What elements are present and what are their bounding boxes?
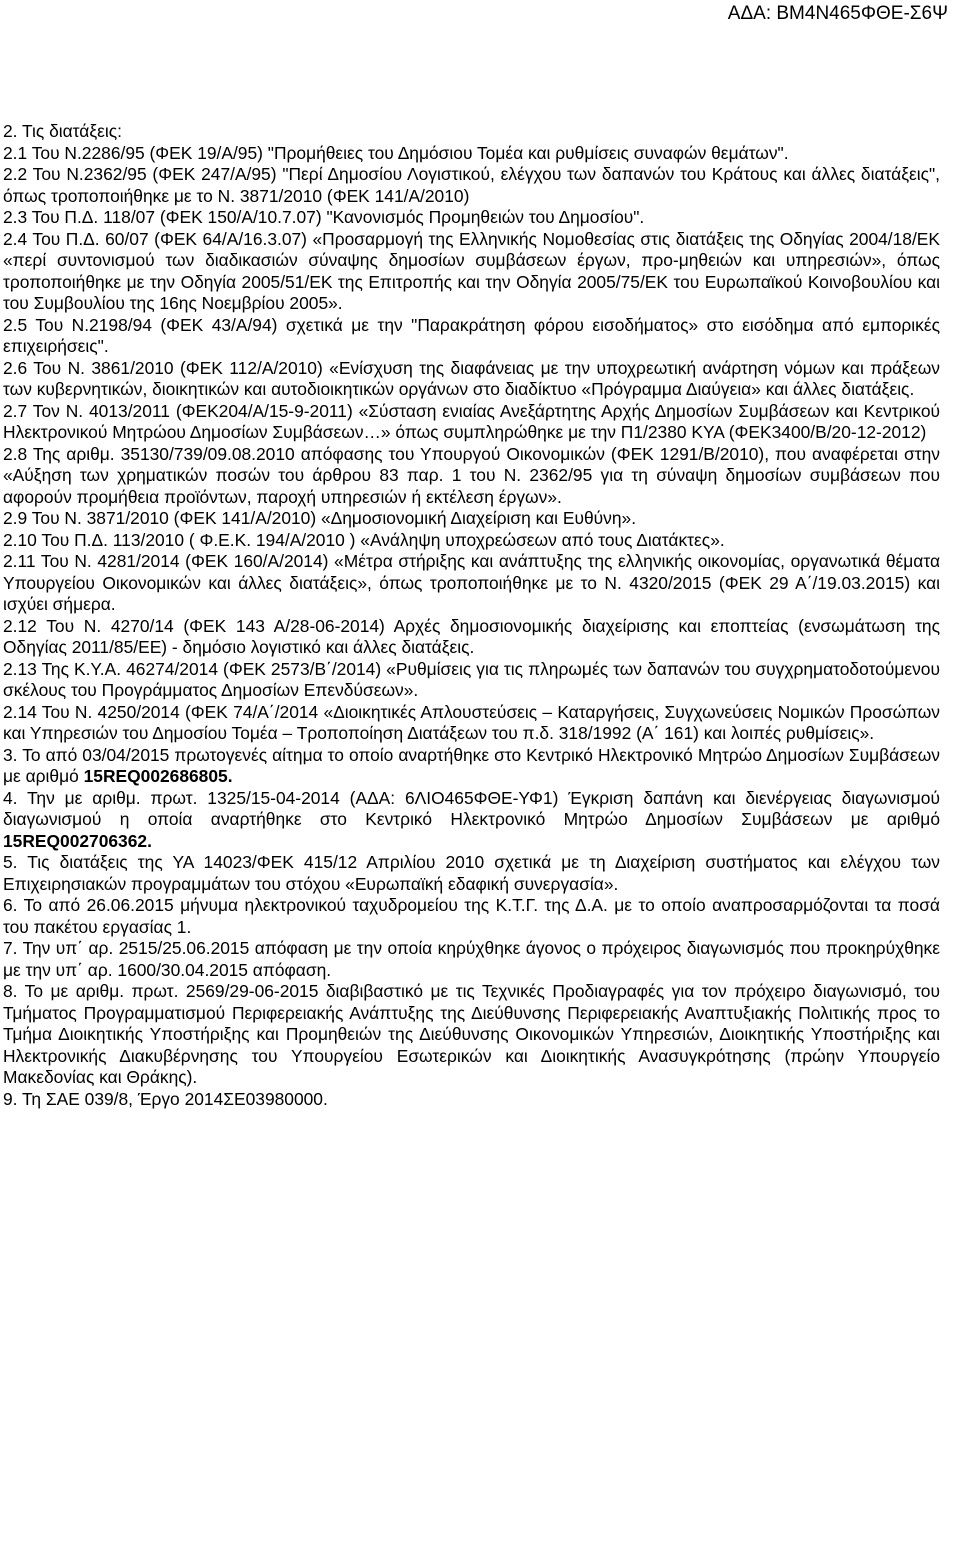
paragraph-2-4: 2.4 Του Π.Δ. 60/07 (ΦΕΚ 64/Α/16.3.07) «Προσαρμογή της Ελληνικής Νομοθεσίας στις διατάξεις της Οδηγίας 2004/18/ΕΚ «περί συντονισμού των διαδικασιών σύναψης δημοσίων συμβάσεων έργων, προ-μηθειών και υπηρεσιών», όπως τροποποιήθηκε με την Οδηγία 2005/51/ΕΚ της Επιτροπής και την Οδηγία 2005/75/ΕΚ του Ευρωπαϊκού Κοινοβουλίου και του Συμβουλίου της 16ης Νοεμβρίου 2005». — [3, 228, 940, 313]
paragraph-8: 8. Το με αριθμ. πρωτ. 2569/29-06-2015 διαβιβαστικό με τις Τεχνικές Προδιαγραφές για τον πρόχειρο διαγωνισμό, του Τμήματος Προγραμματισμού Περιφερειακής Ανάπτυξης της Διεύθυνσης Περιφερειακής Αναπτυξιακής Πολιτικής προς το Τμήμα Διοικητικής Υποστήριξης και Προμηθειών της Διεύθυνσης Οικονομικών Υπηρεσιών, Διοικητικής Υποστήριξης και Ηλεκτρονικής Διακυβέρνησης του Υπουργείου Εσωτερικών και Διοικητικής Ανασυγκρότησης (πρώην Υπουργείο Μακεδονίας και Θράκης). — [3, 981, 940, 1087]
paragraph-2-12: 2.12 Του Ν. 4270/14 (ΦΕΚ 143 Α/28-06-2014) Αρχές δημοσιονομικής διαχείρισης και εποπτείας (ενσωμάτωση της Οδηγίας 2011/85/ΕΕ) - δημόσιο λογιστικό και άλλες διατάξεις. — [3, 615, 940, 657]
paragraph-2-10: 2.10 Του Π.Δ. 113/2010 ( Φ.Ε.Κ. 194/Α/2010 ) «Ανάληψη υποχρεώσεων από τους Διατάκτες». — [3, 529, 725, 550]
paragraph-2-8: 2.8 Της αριθμ. 35130/739/09.08.2010 απόφασης του Υπουργού Οικονομικών (ΦΕΚ 1291/Β/2010), που αναφέρεται στην «Αύξηση των χρηματικών ποσών του άρθρου 83 παρ. 1 του Ν. 2362/95 για τη σύναψη δημοσίων συμβάσεων που αφορούν προμήθεια προϊόντων, παροχή υπηρεσιών ή εκτέλεση έργων». — [3, 443, 940, 507]
paragraph-2-2: 2.2 Του Ν.2362/95 (ΦΕΚ 247/Α/95) "Περί Δημοσίου Λογιστικού, ελέγχου των δαπανών του Κράτους και άλλες διατάξεις", όπως τροποποιήθηκε με το Ν. 3871/2010 (ΦΕΚ 141/Α/2010) — [3, 164, 940, 206]
paragraph-2-7: 2.7 Τον Ν. 4013/2011 (ΦΕΚ204/Α/15-9-2011) «Σύσταση ενιαίας Ανεξάρτητης Αρχής Δημοσίων Συμβάσεων και Κεντρικού Ηλεκτρονικού Μητρώου Δημοσίων Συμβάσεων…» όπως συμπληρώθηκε με την Π1/2380 ΚΥΑ (ΦΕΚ3400/Β/20-12-2012) — [3, 400, 940, 442]
paragraph-2-13: 2.13 Της Κ.Υ.Α. 46274/2014 (ΦΕΚ 2573/Β΄/2014) «Ρυθμίσεις για τις πληρωμές των δαπανών του συγχρηματοδοτούμενου σκέλους του Προγράμματος Δημοσίων Επενδύσεων». — [3, 658, 940, 700]
request-number-2: 15REQ002706362. — [3, 830, 152, 851]
document-body — [3, 121, 940, 1110]
paragraph-6: 6. Το από 26.06.2015 μήνυμα ηλεκτρονικού ταχυδρομείου της Κ.Τ.Γ. της Δ.Α. με το οποίο αναπροσαρμόζονται τα ποσά του πακέτου εργασίας 1. — [3, 895, 940, 937]
paragraph-2-5: 2.5 Του Ν.2198/94 (ΦΕΚ 43/Α/94) σχετικά με την "Παρακράτηση φόρου εισοδήματος» στο εισόδημα από εμπορικές επιχειρήσεις". — [3, 314, 940, 356]
paragraph-2-3: 2.3 Του Π.Δ. 118/07 (ΦΕΚ 150/Α/10.7.07) "Κανονισμός Προμηθειών του Δημοσίου". — [3, 207, 645, 227]
paragraph-7: 7. Την υπ΄ αρ. 2515/25.06.2015 απόφαση με την οποία κηρύχθηκε άγονος ο πρόχειρος διαγωνισμός που προκηρύχθηκε με την υπ΄ αρ. 1600/30.04.2015 απόφαση. — [3, 938, 940, 980]
paragraph-3-text: 3. Το από 03/04/2015 πρωτογενές αίτημα το οποίο αναρτήθηκε στο Κεντρικό Ηλεκτρονικό Μητρώο Δημοσίων Συμβάσεων με αριθμό — [3, 744, 940, 786]
paragraph-4 — [3, 788, 940, 853]
ada-header: ΑΔΑ: ΒΜ4Ν465ΦΘΕ-Σ6Ψ — [727, 3, 948, 24]
paragraph-2-1: 2.1 Του Ν.2286/95 (ΦΕΚ 19/Α/95) "Προμήθειες του Δημόσιου Τομέα και ρυθμίσεις συναφών θεμάτων". — [3, 142, 789, 163]
paragraph-2-11: 2.11 Του Ν. 4281/2014 (ΦΕΚ 160/Α/2014) «Μέτρα στήριξης και ανάπτυξης της ελληνικής οικονομίας, οργανωτικά θέματα Υπουργείου Οικονομικών και άλλες διατάξεις», όπως τροποποιήθηκε με το Ν. 4320/2015 (ΦΕΚ 29 Α΄/19.03.2015) και ισχύει σήμερα. — [3, 551, 940, 614]
paragraph-4-text: 4. Την με αριθμ. πρωτ. 1325/15-04-2014 (ΑΔΑ: 6ΛΙΟ465ΦΘΕ-ΥΦ1) Έγκριση δαπάνη και διενέργειας διαγωνισμού διαγωνισμού η οποία αναρτήθηκε στο Κεντρικό Ηλεκτρονικό Μητρώο Δημοσίων Συμβάσεων με αριθμό — [3, 787, 940, 829]
paragraph-2-9: 2.9 Του Ν. 3871/2010 (ΦΕΚ 141/Α/2010) «Δημοσιονομική Διαχείριση και Ευθύνη». — [3, 508, 637, 528]
paragraph-2-14: 2.14 Του Ν. 4250/2014 (ΦΕΚ 74/Α΄/2014 «Διοικητικές Απλουστεύσεις – Καταργήσεις, Συγχωνεύσεις Νομικών Προσώπων και Υπηρεσιών του Δημοσίου Τομέα – Τροποποίηση Διατάξεων του π.δ. 318/1992 (Α΄ 161) και λοιπές ρυθμίσεις». — [3, 701, 940, 743]
request-number-1: 15REQ002686805. — [83, 766, 233, 786]
paragraph-2-6: 2.6 Του Ν. 3861/2010 (ΦΕΚ 112/Α/2010) «Ενίσχυση της διαφάνειας με την υποχρεωτική ανάρτηση νόμων και πράξεων των κυβερνητικών, διοικητικών και αυτοδιοικητικών οργάνων στο διαδίκτυο «Πρόγραμμα Διαύγεια» και άλλες διατάξεις. — [3, 357, 940, 399]
paragraph-3 — [3, 745, 940, 788]
paragraph-2: 2. Τις διατάξεις: — [3, 121, 122, 141]
paragraph-5: 5. Τις διατάξεις της ΥΑ 14023/ΦΕΚ 415/12 Απριλίου 2010 σχετικά με τη Διαχείριση συστήματος και ελέγχου των Επιχειρησιακών προγραμμάτων του στόχου «Ευρωπαϊκή εδαφική συνεργασία». — [3, 852, 940, 894]
paragraph-9: 9. Τη ΣΑΕ 039/8, Έργο 2014ΣΕ03980000. — [3, 1088, 328, 1109]
